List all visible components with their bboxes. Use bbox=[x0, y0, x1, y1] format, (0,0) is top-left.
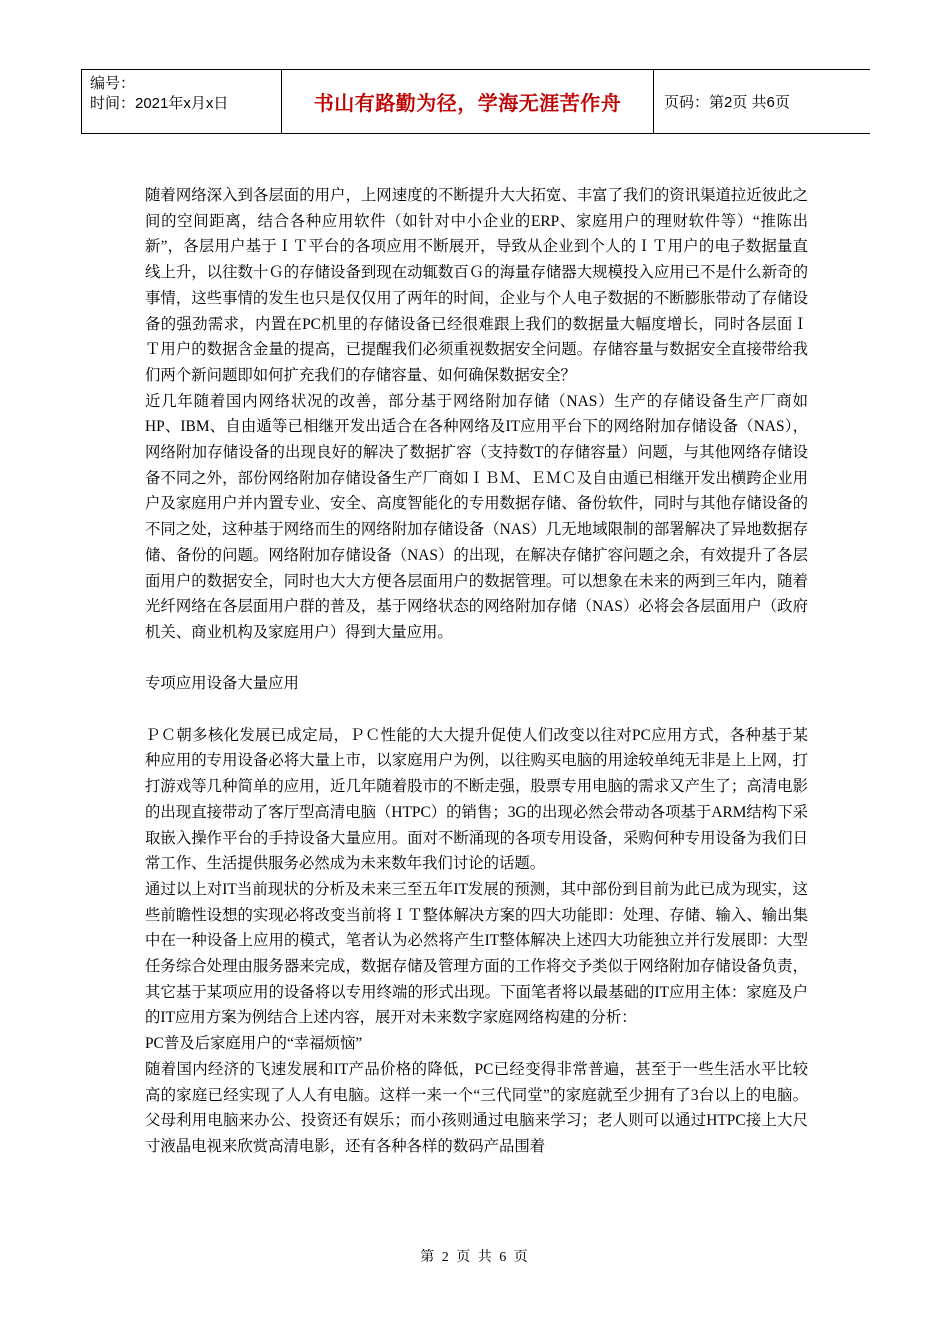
section-heading: 专项应用设备大量应用 bbox=[145, 675, 299, 693]
header-motto: 书山有路勤为径，学海无涯苦作舟 bbox=[282, 70, 654, 133]
paragraph-2: 近几年随着国内网络状况的改善，部分基于网络附加存储（NAS）生产的存储设备生产厂商如HP、IBM、自由遁等已相继开发出适合在各种网络及IT应用平台下的网络附加存储设备（NAS），网络附加存储设备的出现良好的解决了数据扩容（支持数T的存储容量）问题，与其他网络存储设备不同之外，部份网络附加存储设备生产厂商如ＩＢＭ、ＥＭＣ及自由遁已相继开发出横跨企业用户及家庭用户并内置专业、安全、高度智能化的专用数据存储、备份软件，同时与其他存储设备的不同之处，这种基于网络而生的网络附加存储设备（NAS）几无地域限制的部署解决了异地数据存储、备份的问题。网络附加存储设备（NAS）的出现，在解决存储扩容问题之余，有效提升了各层面用户的数据安全，同时也大大方便各层面用户的数据管理。可以想象在未来的两到三年内，随着光纤网络在各层面用户群的普及，基于网络状态的网络附加存储（NAS）必将会各层面用户（政府机关、商业机构及家庭用户）得到大量应用。 bbox=[145, 392, 808, 641]
header-table bbox=[81, 69, 870, 134]
paragraph-4: 通过以上对IT当前现状的分析及未来三至五年IT发展的预测，其中部份到目前为此已成为现实，这些前瞻性设想的实现必将改变当前将ＩＴ整体解决方案的四大功能即：处理、存储、输入、输出集中在一种设备上应用的模式，笔者认为必然将产生IT整体解决上述四大功能独立并行发展即：大型任务综合处理由服务器来完成，数据存储及管理方面的工作将交予类似于网络附加存储设备负责，其它基于某项应用的设备将以专用终端的形式出现。下面笔者将以最基础的IT应用主体：家庭及户的IT应用方案为例结合上述内容，展开对未来数字家庭网络构建的分析： bbox=[145, 880, 808, 1027]
paragraph-1: 随着网络深入到各层面的用户，上网速度的不断提升大大拓宽、丰富了我们的资讯渠道拉近彼此之间的空间距离，结合各种应用软件（如针对中小企业的ERP、家庭用户的理财软件等）“推陈出新”，各层用户基于ＩＴ平台的各项应用不断展开，导致从企业到个人的ＩＴ用户的电子数据量直线上升，以往数十Ｇ的存储设备到现在动辄数百Ｇ的海量存储器大规模投入应用已不是什么新奇的事情，这些事情的发生也只是仅仅用了两年的时间，企业与个人电子数据的不断膨胀带动了存储设备的强劲需求，内置在PC机里的存储设备已经很难跟上我们的数据量大幅度增长，同时各层面ＩＴ用户的数据含金量的提高，已提醒我们必须重视数据安全问题。存储容量与数据安全直接带给我们两个新问题即如何扩充我们的存储容量、如何确保数据安全？ bbox=[145, 187, 808, 384]
paragraph-gap bbox=[145, 646, 808, 672]
paragraph-3: ＰＣ朝多核化发展已成定局，ＰＣ性能的大大提升促使人们改变以往对PC应用方式，各种基于某种应用的专用设备必将大量上市，以家庭用户为例，以往购买电脑的用途较单纯无非是上上网，打打游戏等几种简单的应用，近几年随着股市的不断走强，股票专用电脑的需求又产生了；高清电影的出现直接带动了客厅型高清电脑（HTPC）的销售；3G的出现必然会带动各项基于ARM结构下采取嵌入操作平台的手持设备大量应用。面对不断涌现的各项专用设备，采购何种专用设备为我们日常工作、生活提供服务必然成为未来数年我们讨论的话题。 bbox=[145, 726, 808, 873]
header-meta bbox=[82, 70, 282, 133]
document-body bbox=[145, 183, 808, 1160]
paragraph-6: 随着国内经济的飞速发展和IT产品价格的降低，PC已经变得非常普遍，甚至于一些生活水平比较高的家庭已经实现了人人有电脑。这样一来一个“三代同堂”的家庭就至少拥有了3台以上的电脑。父母利用电脑来办公、投资还有娱乐；而小孩则通过电脑来学习；老人则可以通过HTPC接上大尺寸液晶电视来欣赏高清电影，还有各种各样的数码产品围着 bbox=[145, 1060, 808, 1155]
paragraph-gap bbox=[145, 697, 808, 723]
page-info: 页码：第2页 共6页 bbox=[664, 94, 790, 111]
page-footer: 第 2 页 共 6 页 bbox=[420, 1250, 530, 1265]
paragraph-5-heading: PC普及后家庭用户的“幸福烦恼” bbox=[145, 1035, 363, 1053]
time-label: 时间：2021年x月x日 bbox=[90, 95, 229, 112]
number-label: 编号： bbox=[90, 75, 136, 92]
